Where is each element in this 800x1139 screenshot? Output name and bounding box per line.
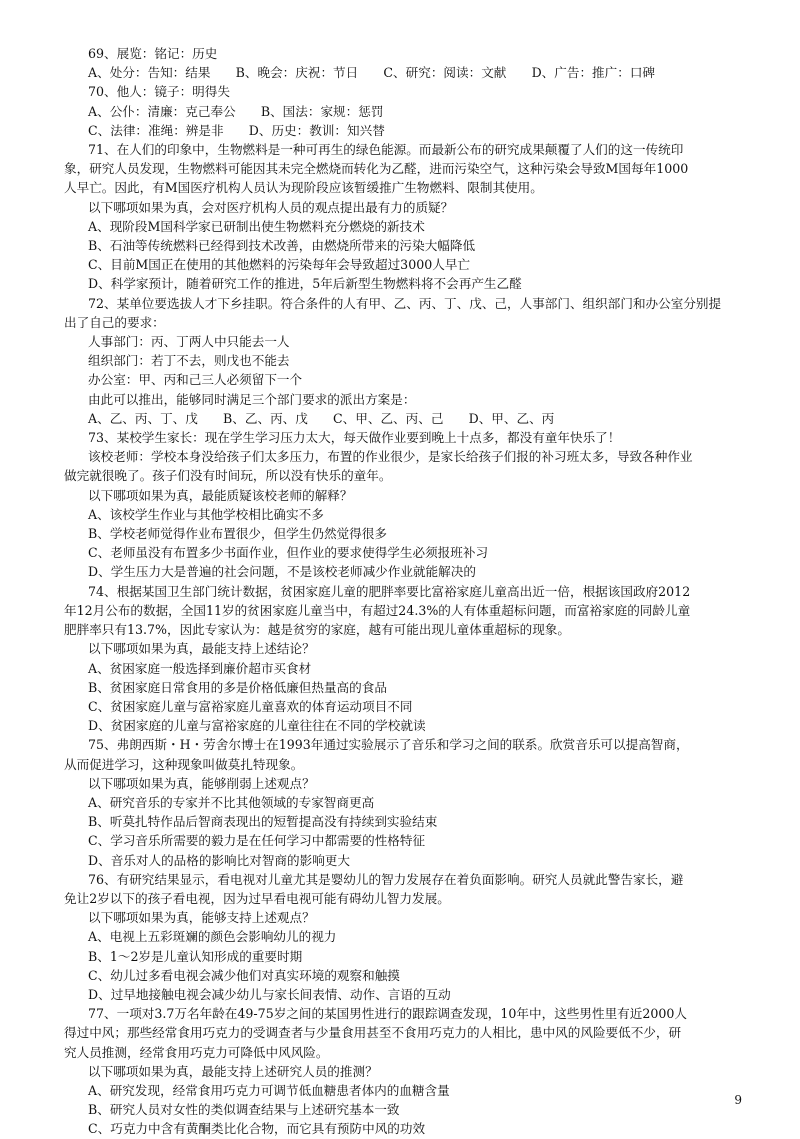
- text-line: 办公室：甲、丙和己三人必须留下一个: [88, 372, 303, 388]
- text-line: A、公仆：清廉：克己奉公 B、国法：家规：惩罚: [88, 103, 384, 119]
- text-line: D、音乐对人的品格的影响比对智商的影响更大: [88, 852, 350, 868]
- text-line: C、贫困家庭儿童与富裕家庭儿童喜欢的体育运动项目不同: [88, 698, 413, 714]
- text-line: 象，研究人员发现，生物燃料可能因其未完全燃烧而转化为乙醛，进而污染空气，这种污染会导致M国每年1000: [64, 161, 689, 177]
- text-line: 年12月公布的数据，全国11岁的贫困家庭儿童当中，有超过24.3%的人有体重超标问题，而富裕家庭的同龄儿童: [64, 602, 691, 618]
- page-body: [64, 44, 754, 1139]
- text-line: A、电视上五彩斑斓的颜色会影响幼儿的视力: [88, 929, 337, 945]
- text-line: A、处分：告知：结果 B、晚会：庆祝：节日 C、研究：阅读：文献 D、广告：推广：口碑: [88, 65, 656, 81]
- text-line: 免让2岁以下的孩子看电视，因为过早看电视可能有碍幼儿智力发展。: [64, 890, 450, 906]
- text-line: C、巧克力中含有黄酮类比化合物，而它具有预防中风的功效: [88, 1121, 426, 1137]
- text-line: 该校老师：学校本身没给孩子们太多压力，布置的作业很少，是家长给孩子们报的补习班太多，导致各种作业: [88, 449, 693, 465]
- text-line: B、贫困家庭日常食用的多是价格低廉但热量高的食品: [88, 679, 387, 695]
- text-line: 组织部门：若丁不去，则戊也不能去: [88, 353, 290, 369]
- text-line: 以下哪项如果为真，最能质疑该校老师的解释？: [88, 487, 353, 503]
- text-line: D、科学家预计，随着研究工作的推进，5年后新型生物燃料将不会再产生乙醛: [88, 276, 522, 292]
- text-line: B、石油等传统燃料已经得到技术改善，由燃烧所带来的污染大幅降低: [88, 238, 476, 254]
- text-line: A、贫困家庭一般选择到廉价超市买食材: [88, 660, 312, 676]
- text-line: 以下哪项如果为真，能够削弱上述观点？: [88, 775, 315, 791]
- text-line: 75、弗朗西斯・H・劳舍尔博士在1993年通过实验展示了音乐和学习之间的联系。欣赏音乐可以提高智商，: [88, 737, 689, 753]
- text-line: A、研究发现，经常食用巧克力可调节低血糖患者体内的血糖含量: [88, 1082, 450, 1098]
- text-line: B、研究人员对女性的类似调查结果与上述研究基本一致: [88, 1102, 400, 1118]
- text-line: 73、某校学生家长：现在学生学习压力太大，每天做作业要到晚上十点多，都没有童年快乐了！: [88, 430, 621, 446]
- text-line: 人早亡。因此，有M国医疗机构人员认为现阶段应该暂缓推广生物燃料、限制其使用。: [64, 180, 543, 196]
- text-line: 76、有研究结果显示，看电视对儿童尤其是婴幼儿的智力发展存在着负面影响。研究人员就此警告家长，避: [88, 871, 684, 887]
- text-line: 70、他人：镜子：明得失: [88, 84, 230, 100]
- text-line: D、过早地接触电视会减少幼儿与家长间表情、动作、言语的互动: [88, 986, 451, 1002]
- text-line: 究人员推测，经常食用巧克力可降低中风风险。: [64, 1044, 329, 1060]
- text-line: A、研究音乐的专家并不比其他领域的专家智商更高: [88, 794, 375, 810]
- page-number: 9: [734, 1093, 742, 1107]
- text-line: B、1～2岁是儿童认知形成的重要时期: [88, 948, 303, 964]
- text-line: 出了自己的要求：: [64, 314, 165, 330]
- text-line: 72、某单位要选拔人才下乡挂职。符合条件的人有甲、乙、丙、丁、戊、己，人事部门、组织部门和办公室分别提: [88, 295, 722, 311]
- text-line: A、乙、丙、丁、戊 B、乙、丙、戊 C、甲、乙、丙、己 D、甲、乙、丙: [88, 410, 555, 426]
- text-line: 做完就很晚了。孩子们没有时间玩，所以没有快乐的童年。: [64, 468, 392, 484]
- text-line: 由此可以推出，能够同时满足三个部门要求的派出方案是：: [88, 391, 416, 407]
- text-line: C、目前M国正在使用的其他燃料的污染每年会导致超过3000人早亡: [88, 257, 471, 273]
- text-line: 人事部门：丙、丁两人中只能去一人: [88, 334, 290, 350]
- text-line: 以下哪项如果为真，最能支持上述结论？: [88, 641, 315, 657]
- text-line: 以下哪项如果为真，能够支持上述观点？: [88, 910, 315, 926]
- text-line: C、幼儿过多看电视会减少他们对真实环境的观察和触摸: [88, 967, 400, 983]
- text-line: B、学校老师觉得作业布置很少，但学生仍然觉得很多: [88, 526, 387, 542]
- text-line: 从而促进学习，这种现象叫做莫扎特现象。: [64, 756, 304, 772]
- text-line: 以下哪项如果为真，会对医疗机构人员的观点提出最有力的质疑？: [88, 199, 454, 215]
- text-line: D、贫困家庭的儿童与富裕家庭的儿童往往在不同的学校就读: [88, 718, 426, 734]
- text-line: A、该校学生作业与其他学校相比确实不多: [88, 506, 324, 522]
- text-line: C、学习音乐所需要的毅力是在任何学习中都需要的性格特征: [88, 833, 426, 849]
- text-line: 肥胖率只有13.7%，因此专家认为：越是贫穷的家庭，越有可能出现儿童体重超标的现象。: [64, 622, 570, 638]
- text-line: A、现阶段M国科学家已研制出使生物燃料充分燃烧的新技术: [88, 218, 425, 234]
- text-line: 得过中风；那些经常食用巧克力的受调查者与少量食用甚至不食用巧克力的人相比，患中风的风险要低不少，研: [64, 1025, 682, 1041]
- text-line: C、老师虽没有布置多少书面作业，但作业的要求使得学生必须报班补习: [88, 545, 489, 561]
- text-line: 71、在人们的印象中，生物燃料是一种可再生的绿色能源。而最新公布的研究成果颠覆了人们的这一传统印: [88, 142, 684, 158]
- text-line: B、听莫扎特作品后智商表现出的短暂提高没有持续到实验结束: [88, 814, 438, 830]
- text-line: D、学生压力大是普遍的社会问题，不是该校老师减少作业就能解决的: [88, 564, 476, 580]
- text-line: 以下哪项如果为真，最能支持上述研究人员的推测？: [88, 1063, 378, 1079]
- text-line: 69、展览：铭记：历史: [88, 46, 218, 61]
- text-line: 77、一项对3.7万名年龄在49-75岁之间的某国男性进行的跟踪调查发现，10年中，这些男性里有近2000人: [88, 1006, 687, 1022]
- text-line: 74、根据某国卫生部门统计数据，贫困家庭儿童的肥胖率要比富裕家庭儿童高出近一倍，根据该国政府2012: [88, 583, 691, 599]
- text-line: C、法律：准绳：辨是非 D、历史：教训：知兴替: [88, 122, 385, 138]
